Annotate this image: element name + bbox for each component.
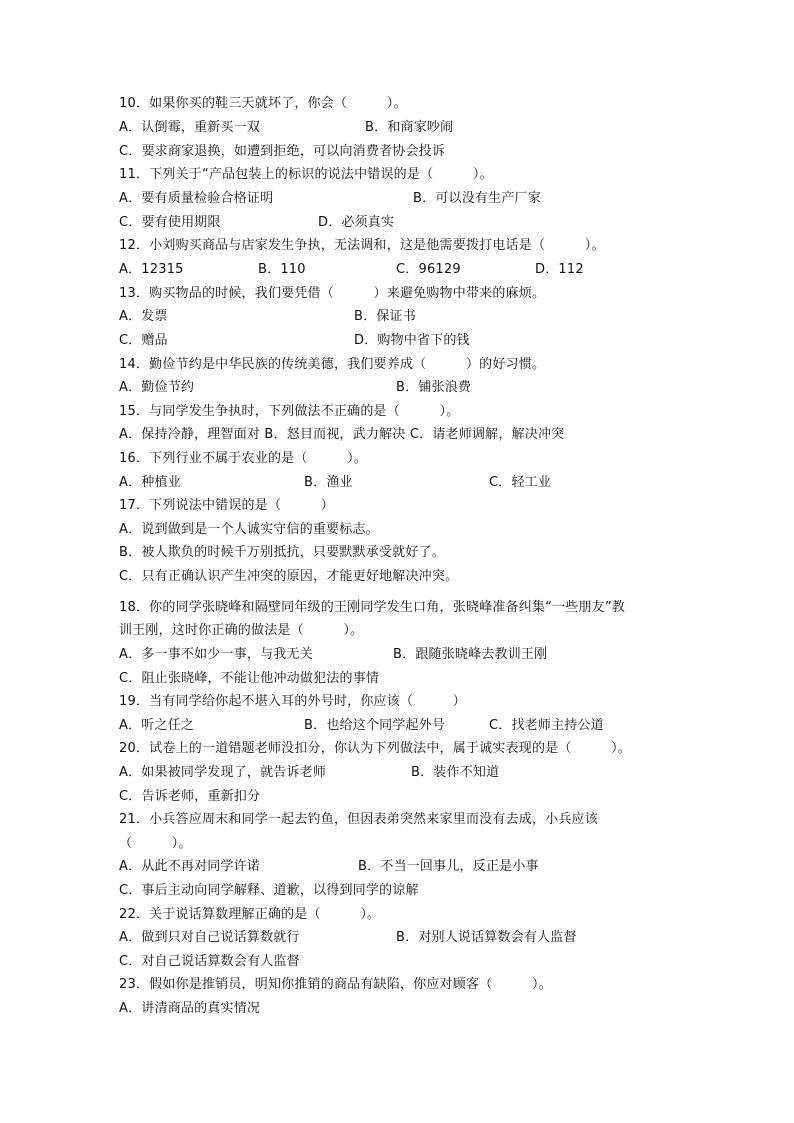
- option-15-abc: A．保持冷静，理智面对 B．怒目而视，武力解决 C．请老师调解，解决冲突: [119, 427, 565, 442]
- option-17b: B．被人欺负的时候千万别抵抗，只要默默承受就好了。: [119, 545, 445, 560]
- question-22: 22．关于说话算数理解正确的是（ ）。: [119, 907, 381, 922]
- question-21-line1: 21．小兵答应周末和同学一起去钓鱼，但因表弟突然来家里而没有去成，小兵应该: [119, 812, 598, 827]
- option-12a: A．12315: [119, 262, 184, 277]
- option-19b: B．也给这个同学起外号: [304, 718, 446, 733]
- question-23: 23．假如你是推销员，明知你推销的商品有缺陷，你应对顾客（ ）。: [119, 977, 552, 992]
- option-18c: C．阻止张晓峰，不能让他冲动做犯法的事情: [119, 671, 380, 686]
- option-12b: B．110: [258, 262, 306, 277]
- question-17: 17．下列说法中错误的是（ ）: [119, 498, 334, 513]
- option-17a: A．说到做到是一个人诚实守信的重要标志。: [119, 522, 379, 537]
- question-16: 16．下列行业不属于农业的是（ ）。: [119, 451, 368, 466]
- option-13c: C．赠品: [119, 333, 168, 348]
- option-18a: A．多一事不如少一事，与我无关: [119, 647, 313, 662]
- option-21b: B．不当一回事儿，反正是小事: [358, 859, 539, 874]
- option-11b: B．可以没有生产厂家: [413, 191, 541, 206]
- option-19a: A．听之任之: [119, 718, 195, 733]
- option-13b: B．保证书: [354, 309, 416, 324]
- option-14a: A．勤俭节约: [119, 380, 195, 395]
- option-11c: C．要有使用期限: [119, 215, 221, 230]
- option-11d: D．必须真实: [318, 215, 395, 230]
- option-12c: C．96129: [396, 262, 461, 277]
- option-18b: B．跟随张晓峰去教训王刚: [393, 647, 548, 662]
- question-13: 13．购买物品的时候，我们要凭借（ ）来避免购物中带来的麻烦。: [119, 286, 546, 301]
- question-20: 20．试卷上的一道错题老师没扣分，你认为下列做法中，属于诚实表现的是（ ）。: [119, 741, 632, 756]
- question-14: 14．勤俭节约是中华民族的传统美德，我们要养成（ ）的好习惯。: [119, 357, 546, 372]
- option-20b: B．装作不知道: [411, 765, 500, 780]
- question-18-line2: 训王刚，这时你正确的做法是（ ）。: [119, 623, 364, 638]
- option-19c: C．找老师主持公道: [489, 718, 604, 733]
- option-22b: B．对别人说话算数会有人监督: [396, 930, 577, 945]
- option-21c: C．事后主动向同学解释、道歉，以得到同学的谅解: [119, 883, 419, 898]
- option-10c: C．要求商家退换，如遭到拒绝，可以向消费者协会投诉: [119, 144, 446, 159]
- option-17c: C．只有正确认识产生冲突的原因，才能更好地解决冲突。: [119, 569, 459, 584]
- option-16a: A．种植业: [119, 475, 181, 490]
- question-10: 10．如果你买的鞋三天就坏了，你会（ ）。: [119, 96, 407, 111]
- option-20c: C．告诉老师，重新扣分: [119, 789, 261, 804]
- option-22c: C．对自己说话算数会有人监督: [119, 954, 300, 969]
- question-21-line2: （ ）。: [119, 836, 192, 851]
- option-10b: B．和商家吵闹: [365, 120, 454, 135]
- option-21a: A．从此不再对同学许诺: [119, 859, 261, 874]
- option-16b: B．渔业: [304, 475, 353, 490]
- option-10a: A．认倒霉，重新买一双: [119, 120, 261, 135]
- question-12: 12．小刘购买商品与店家发生争执，无法调和，这是他需要拨打电话是（ ）。: [119, 238, 605, 253]
- option-16c: C．轻工业: [489, 475, 552, 490]
- option-22a: A．做到只对自己说话算数就行: [119, 930, 300, 945]
- question-15: 15．与同学发生争执时，下列做法不正确的是（ ）。: [119, 404, 460, 419]
- question-18-line1: 18．你的同学张晓峰和隔壁同年级的王刚同学发生口角，张晓峰准备纠集“一些朋友”教: [119, 600, 626, 615]
- option-12d: D．112: [535, 262, 584, 277]
- option-20a: A．如果被同学发现了，就告诉老师: [119, 765, 327, 780]
- option-13a: A．发票: [119, 309, 168, 324]
- option-14b: B．铺张浪费: [396, 380, 472, 395]
- question-19: 19．当有同学给你起不堪入耳的外号时，你应该（ ）: [119, 694, 466, 709]
- question-11: 11．下列关于“产品包装上的标识的说法中错误的是（ ）。: [119, 167, 493, 182]
- option-13d: D．购物中省下的钱: [354, 333, 470, 348]
- option-23a: A．讲清商品的真实情况: [119, 1001, 261, 1016]
- option-11a: A．要有质量检验合格证明: [119, 191, 274, 206]
